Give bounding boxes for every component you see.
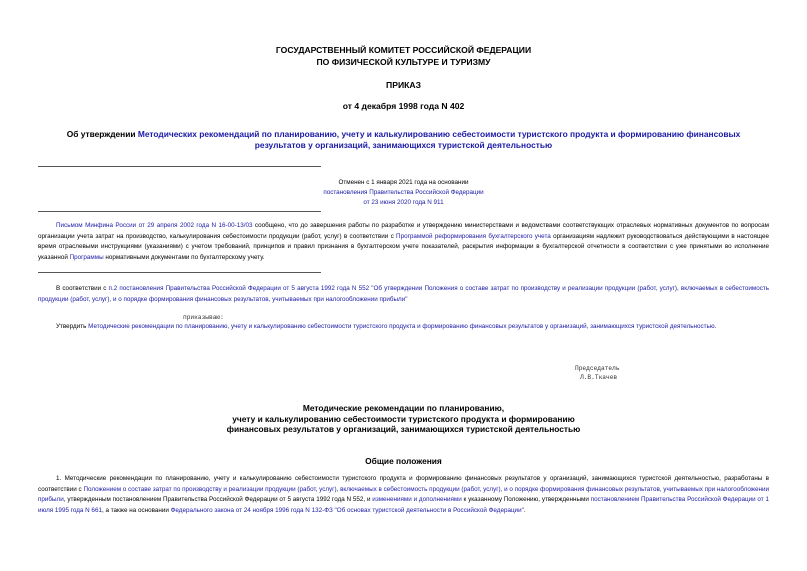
paragraph-text: , утвержденным постановлением Правительства Российской Федерации от 5 августа 1992 года N 552, и bbox=[63, 496, 373, 504]
signature-name: Л.В.Ткачев bbox=[580, 374, 618, 381]
program-link[interactable]: Программы bbox=[69, 253, 104, 261]
cancellation-line1: Отменен с 1 января 2021 года на основании bbox=[338, 179, 469, 186]
separator-rule bbox=[38, 272, 321, 273]
cancellation-note bbox=[200, 178, 607, 208]
doc-type: ПРИКАЗ bbox=[386, 80, 421, 90]
paragraph-text: 1. Методические рекомендации по планированию, учету и калькулированию себестоимости туристского продукта и формированию финансовых результатов у организаций, занимающихся туристской деятельностью, разработаны в соответствии с bbox=[38, 475, 769, 493]
cancellation-link[interactable]: постановления Правительства Российской Федерации bbox=[323, 189, 484, 196]
paragraph-text: , а также на основании bbox=[101, 506, 171, 514]
paragraph-text: . bbox=[714, 323, 717, 330]
cancellation-link-date[interactable]: от 23 июня 2020 года N 911 bbox=[363, 199, 444, 206]
recommendations-title bbox=[0, 403, 807, 435]
paragraph-text: . bbox=[523, 506, 526, 514]
prikazyvayu: приказываю: bbox=[183, 314, 224, 321]
minfin-letter-link[interactable]: Письмом Минфина России от 29 апреля 2002 года N 16-00-13/03 bbox=[56, 222, 253, 229]
paragraph-text: к указанному Положению, утвержденными bbox=[461, 496, 591, 504]
paragraph-text: В соответствии с bbox=[56, 285, 109, 292]
reform-program-link[interactable]: Программой реформирования бухгалтерского учета bbox=[396, 232, 551, 240]
subject-link[interactable]: Методических рекомендаций по планированию, учету и калькулированию себестоимости туристского продукта и формированию финансовых bbox=[137, 129, 741, 139]
section-title: Общие положения bbox=[365, 456, 442, 466]
paragraph-text: Утвердить bbox=[56, 323, 89, 330]
note-text: нормативными документами по бухгалтерскому учету. bbox=[103, 253, 265, 261]
org-name-line2: ПО ФИЗИЧЕСКОЙ КУЛЬТУРЕ И ТУРИЗМУ bbox=[316, 57, 491, 67]
paragraph-1 bbox=[38, 474, 769, 516]
separator-rule bbox=[38, 211, 321, 212]
note-minfin bbox=[38, 221, 769, 263]
note-text: организациям надлежит руководствоваться действующими в настоящее время отраслевыми инструкциями (указаниями) с учетом требований, принципов и правил признания в бухгалтерском учете показателей, раскрытия информации в бухгалтерской отчетности в соответствии с уже принятыми во исполнение указанной bbox=[38, 232, 769, 261]
resolution-552-link[interactable]: п.2 постановления Правительства Российской Федерации от 5 августа 1992 года N 552 "Об утверждении Положения о составе затрат по производству и реализации продукции (работ, услуг), включаемых в себестоимость продукции (работ, услуг), и о порядке формирования финансовых результатов, учитываемых при налогообложении прибыли" bbox=[38, 285, 770, 303]
subject-link-cont[interactable]: результатов у организаций, занимающихся туристской деятельностью bbox=[254, 139, 553, 150]
resolution-661-link[interactable]: постановлением Правительства Российской Федерации от 1 июля 1995 года N 661 bbox=[38, 496, 769, 514]
doc-subject bbox=[20, 129, 787, 150]
recommendations-title-line: Методические рекомендации по планированию, bbox=[302, 403, 505, 413]
regulation-link[interactable]: Положением о составе затрат по производству и реализации продукции (работ, услуг), включаемых в себестоимость продукции (работ, услуг), и о порядке формирования финансовых результатов, учитываемых при налогообложении прибыли bbox=[38, 485, 769, 504]
recommendations-title-line: финансовых результатов у организаций, занимающихся туристской деятельностью bbox=[226, 424, 581, 434]
legal-basis-paragraph bbox=[38, 284, 769, 305]
federal-law-link[interactable]: Федерального закона от 24 ноября 1996 года N 132-ФЗ "Об основах туристской деятельности в Российской Федерации" bbox=[170, 506, 524, 514]
amendments-link[interactable]: изменениями и дополнениями bbox=[372, 496, 462, 504]
note-text: сообщено, что до завершения работы по разработке и утверждению министерствами и ведомствами соответствующих отраслевых нормативных документов по вопросам организации учета затрат на производство, калькулирования себестоимости продукции (работ, услуг) в соответствии с bbox=[38, 222, 769, 240]
signature-role: Председатель bbox=[575, 365, 620, 372]
order-paragraph bbox=[38, 322, 769, 333]
separator-rule bbox=[38, 166, 321, 167]
org-name-line1: ГОСУДАРСТВЕННЫЙ КОМИТЕТ РОССИЙСКОЙ ФЕДЕРАЦИИ bbox=[275, 45, 532, 55]
recommendations-link[interactable]: Методические рекомендации по планированию, учету и калькулированию себестоимости туристского продукта и формированию финансовых результатов у организаций, занимающихся туристской деятельностью bbox=[88, 323, 715, 330]
subject-prefix: Об утверждении bbox=[66, 129, 138, 139]
doc-date: от 4 декабря 1998 года N 402 bbox=[342, 101, 465, 111]
recommendations-title-line: учету и калькулированию себестоимости туристского продукта и формированию bbox=[232, 413, 575, 424]
